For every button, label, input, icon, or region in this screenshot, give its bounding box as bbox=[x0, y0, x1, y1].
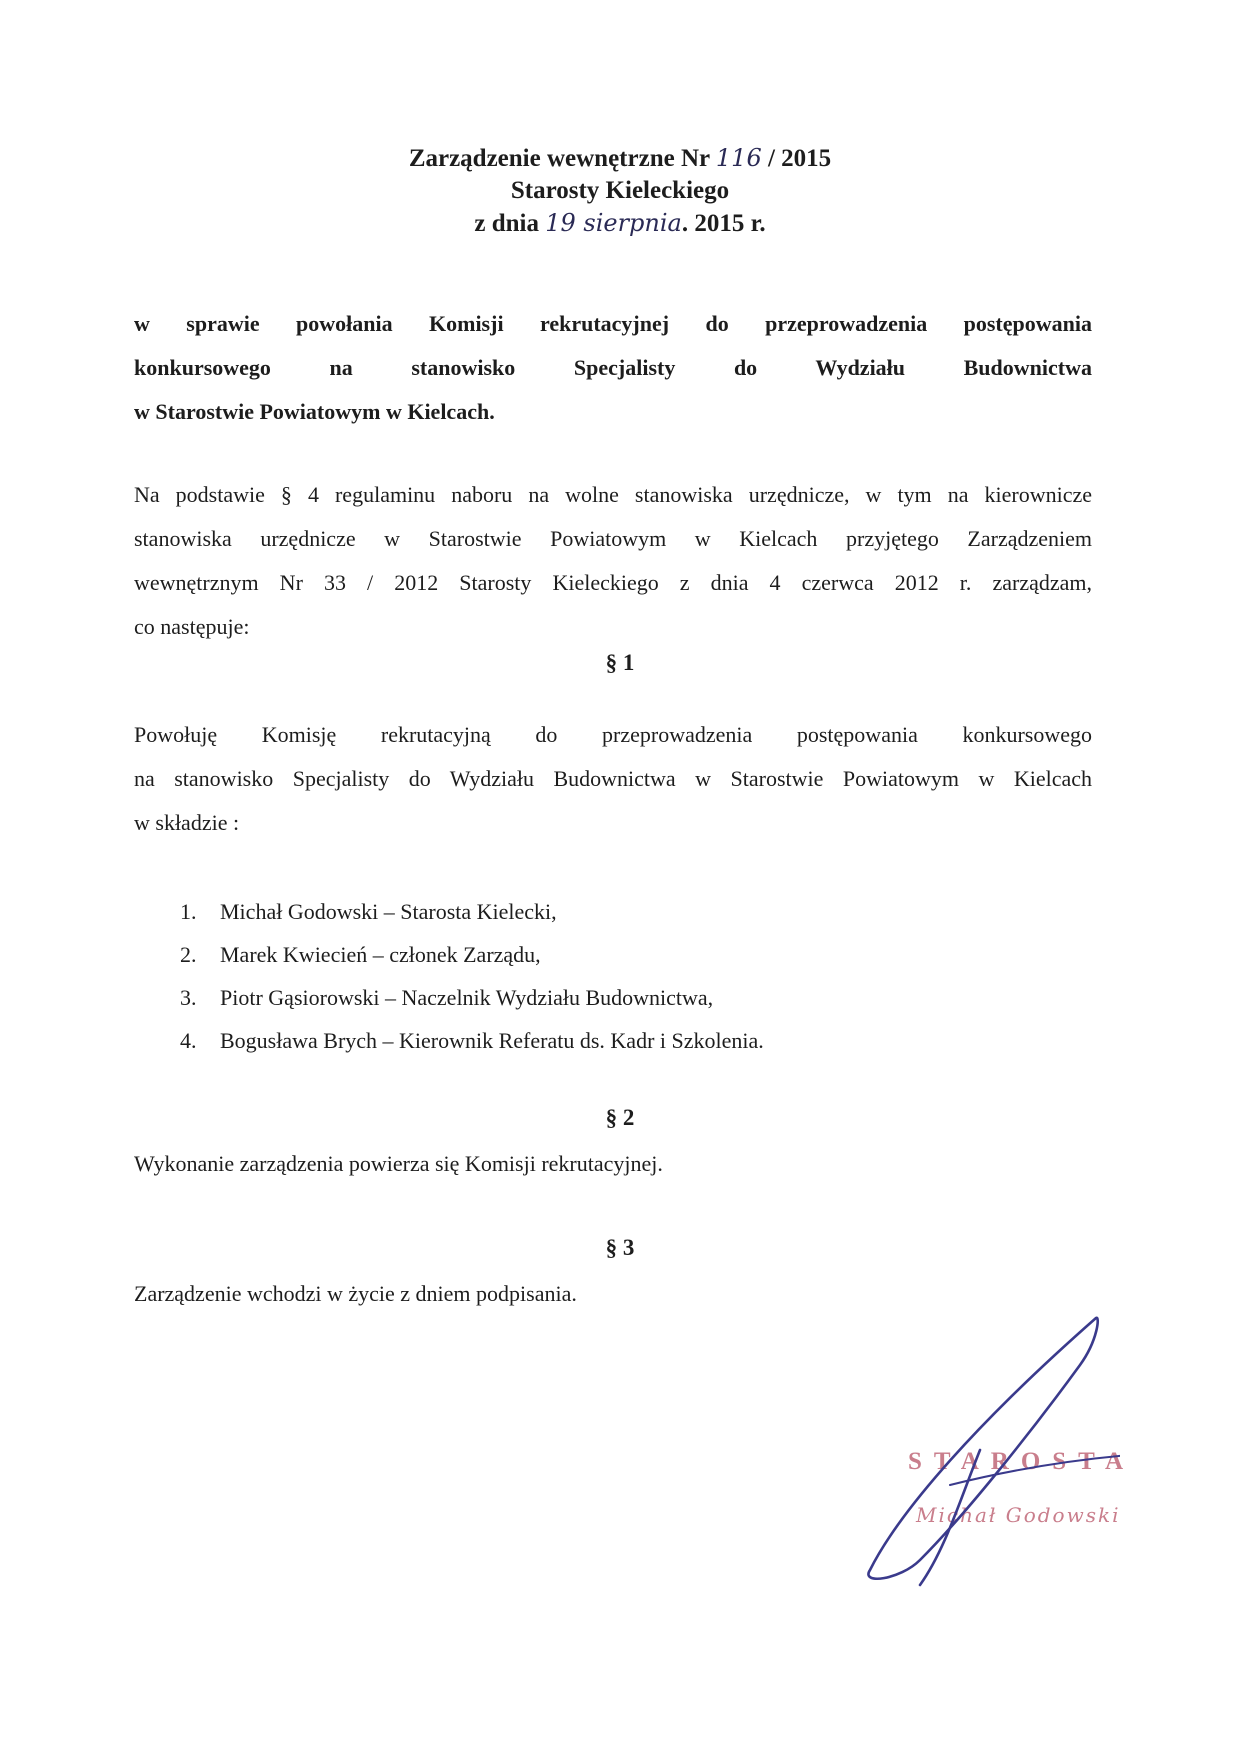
section-2-heading: § 2 bbox=[605, 1105, 635, 1130]
preamble-line: Na podstawie § 4 regulaminu naboru na wolne stanowiska urzędnicze, w tym na kierownicze bbox=[134, 482, 1092, 507]
list-item: 4. Bogusława Brych – Kierownik Referatu ds. Kadr i Szkolenia. bbox=[180, 1028, 764, 1053]
section-1-line: Powołuję Komisję rekrutacyjną do przeprowadzenia postępowania konkursowego bbox=[134, 722, 1092, 747]
committee-members-list bbox=[180, 890, 764, 1062]
section-3-text: Zarządzenie wchodzi w życie z dniem podpisania. bbox=[134, 1281, 577, 1306]
list-item: 3. Piotr Gąsiorowski – Naczelnik Wydziału Budownictwa, bbox=[180, 985, 714, 1010]
header-title-line bbox=[0, 142, 1240, 175]
section-2-text: Wykonanie zarządzenia powierza się Komisji rekrutacyjnej. bbox=[134, 1151, 663, 1176]
handwritten-number: 116 bbox=[715, 144, 762, 172]
stamp-title: STAROSTA bbox=[908, 1448, 1136, 1475]
stamp-name: Michał Godowski bbox=[916, 1503, 1121, 1527]
preamble-line: wewnętrznym Nr 33 / 2012 Starosty Kieleckiego z dnia 4 czerwca 2012 r. zarządzam, bbox=[134, 570, 1092, 595]
header-date-suffix: . 2015 r. bbox=[681, 210, 766, 237]
list-item: 2. Marek Kwiecień – członek Zarządu, bbox=[180, 942, 541, 967]
subject-line: konkursowego na stanowisko Specjalisty do Wydziału Budownictwa bbox=[134, 355, 1092, 380]
document-header bbox=[0, 142, 1240, 240]
header-date-line bbox=[0, 207, 1240, 240]
document-subject bbox=[134, 302, 1092, 434]
header-title-suffix: / 2015 bbox=[767, 145, 832, 172]
section-1-line: w składzie : bbox=[134, 810, 240, 835]
handwritten-date: 19 sierpnia bbox=[545, 209, 682, 237]
subject-line: w sprawie powołania Komisji rekrutacyjnej do przeprowadzenia postępowania bbox=[134, 311, 1092, 336]
header-date-prefix: z dnia bbox=[474, 210, 539, 237]
preamble-line: co następuje: bbox=[134, 614, 250, 639]
section-1-paragraph bbox=[134, 713, 1092, 845]
preamble-line: stanowiska urzędnicze w Starostwie Powiatowym w Kielcach przyjętego Zarządzeniem bbox=[134, 526, 1092, 551]
header-issuer: Starosty Kieleckiego bbox=[510, 177, 730, 204]
list-item: 1. Michał Godowski – Starosta Kielecki, bbox=[180, 899, 557, 924]
section-1-heading: § 1 bbox=[605, 650, 635, 675]
header-title-prefix: Zarządzenie wewnętrzne Nr bbox=[408, 145, 710, 172]
signature-icon bbox=[860, 1310, 1120, 1590]
preamble-paragraph bbox=[134, 473, 1092, 649]
section-3-heading: § 3 bbox=[605, 1235, 635, 1260]
subject-line: w Starostwie Powiatowym w Kielcach. bbox=[134, 399, 495, 424]
section-1-line: na stanowisko Specjalisty do Wydziału Budownictwa w Starostwie Powiatowym w Kielcach bbox=[134, 766, 1092, 791]
